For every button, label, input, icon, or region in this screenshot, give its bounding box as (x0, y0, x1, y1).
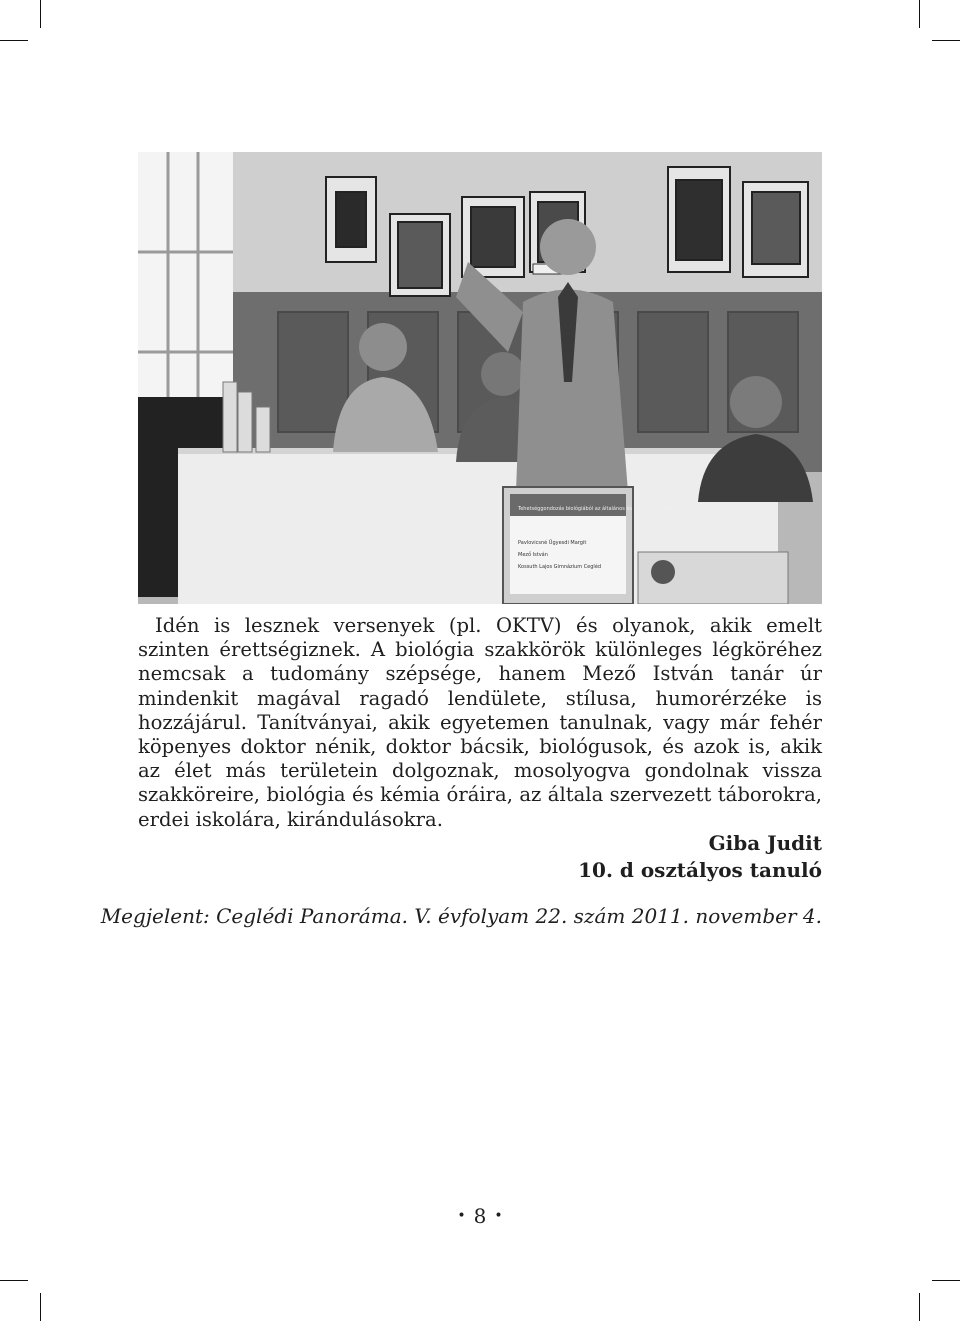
slide-line-2: Mező István (518, 552, 548, 558)
article-paragraph: Idén is lesznek versenyek (pl. OKTV) és olyanok, akik emelt szinten érettségiznek. A biológia szakkörök különleges légköréhez nemcsak a tudomány szépsége, hanem Mező István tanár úr mindenkit magával ragadó lendülete, stílusa, humorérzéke is hozzájárul. Tanítványai, akik egyetemen tanulnak, vagy már fehér köpenyes doktor nénik, doktor bácsik, biológusok, és azok is, akik az élet más területein dolgoznak, mosolyogva gondolnak vissza szakköreire, biológia és kémia óráira, az általa szervezett táborokra, erdei iskolára, kirándulásokra. (138, 614, 822, 831)
author-name: Giba Judit (708, 831, 822, 855)
author-signature (578, 830, 822, 884)
crop-mark (932, 1280, 960, 1281)
crop-mark (40, 0, 41, 28)
author-role: 10. d osztályos tanuló (578, 858, 822, 882)
crop-mark (40, 1293, 41, 1321)
publication-note: Megjelent: Ceglédi Panoráma. V. évfolyam 22. szám 2011. november 4. (100, 904, 822, 928)
crop-mark (919, 1293, 920, 1321)
page-number: 8 (473, 1204, 487, 1228)
article-photo (138, 152, 822, 604)
slide-author: Pavlovicsné Ügyesdi Margit (518, 540, 587, 546)
crop-mark (0, 1280, 28, 1281)
crop-mark (0, 40, 28, 41)
crop-mark (932, 40, 960, 41)
slide-line-3: Kossuth Lajos Gimnázium Cegléd (518, 564, 602, 570)
slide-title: Tehetséggondozás biológiából az általános és a középiskolában (518, 506, 677, 512)
bullet-icon: • (457, 1208, 466, 1224)
bullet-icon: • (494, 1208, 503, 1224)
page-footer (0, 1204, 960, 1228)
crop-mark (919, 0, 920, 28)
article-body (138, 614, 822, 832)
